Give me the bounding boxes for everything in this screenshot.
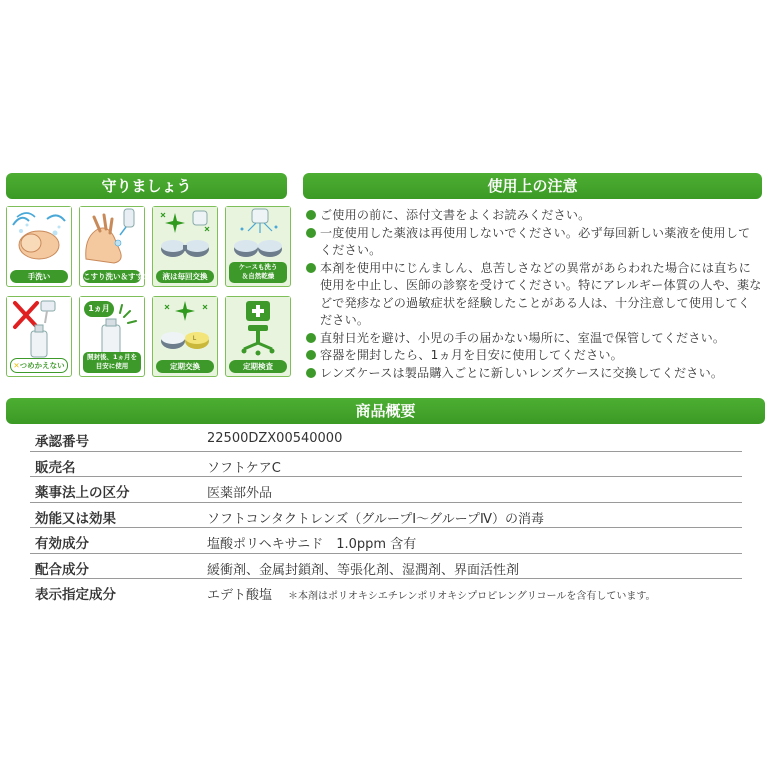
precautions-list (306, 207, 762, 382)
row-value: 緩衝剤、金属封鎖剤、等張化剤、湿潤剤、界面活性剤 (207, 562, 520, 578)
tile-periodic-replace (152, 296, 218, 377)
wash-case-icon (226, 207, 290, 269)
tile-label: 定期検査 (229, 360, 287, 373)
one-month-badge: 1ヵ月 (84, 301, 114, 317)
row-value (207, 584, 656, 603)
table-row (30, 452, 742, 478)
tile-label: ケースも洗う ＆自然乾燥 (229, 262, 287, 283)
bullet-icon (306, 263, 316, 273)
rub-rinse-icon (80, 207, 144, 269)
table-row (30, 528, 742, 554)
tile-periodic-checkup (225, 296, 291, 377)
medical-chair-icon (226, 297, 290, 359)
tile-no-refill (6, 296, 72, 377)
replace-case-icon (153, 297, 217, 359)
bullet-icon (306, 228, 316, 238)
tile-replace-solution (152, 206, 218, 287)
row-value: 22500DZX00540000 (207, 431, 343, 446)
list-item: ご使用の前に、添付文書をよくお読みください。 (306, 207, 762, 225)
bullet-icon (306, 333, 316, 343)
section-header-mamori: 守りましょう (6, 173, 287, 199)
row-key: 販売名 (35, 459, 76, 476)
bullet-icon (306, 368, 316, 378)
rules-tiles-grid (6, 206, 289, 378)
section-header-gaiyo: 商品概要 (6, 398, 765, 424)
tile-wash-case (225, 206, 291, 287)
row-value: 医薬部外品 (207, 486, 273, 501)
hand-wash-icon (7, 207, 71, 269)
tile-hand-wash (6, 206, 72, 287)
tile-label: 開封後、1ヵ月を 目安に使用 (83, 352, 141, 373)
row-key: 表示指定成分 (35, 587, 116, 603)
row-value: ソフトコンタクトレンズ（グループⅠ〜グループⅣ）の消毒 (207, 511, 544, 527)
tile-label: ✕つめかえない (10, 358, 68, 373)
list-item: 直射日光を避け、小児の手の届かない場所に、室温で保管してください。 (306, 330, 762, 348)
tile-label: 手洗い (10, 270, 68, 283)
row-key: 承認番号 (35, 434, 89, 450)
row-key: 配合成分 (35, 561, 89, 578)
svg-text:L: L (193, 336, 197, 342)
yellow-x-icon: ✕ (13, 361, 20, 370)
tile-rub-rinse (79, 206, 151, 287)
table-row (30, 503, 742, 529)
list-item: レンズケースは製品購入ごとに新しいレンズケースに交換してください。 (306, 365, 762, 383)
product-info-table (30, 426, 742, 604)
row-value-text: エデト酸塩 (207, 588, 273, 603)
no-refill-icon (7, 297, 71, 359)
lens-case-solution-icon (153, 207, 217, 269)
list-item: 本剤を使用中にじんましん、息苦しさなどの異常があらわれた場合には直ちに使用を中止し、医師の診察を受けてください。特にアレルギー体質の人や、薬などで発疹などの過敏症状を経験したことがある人は、十分注意して使用してください。 (306, 260, 762, 330)
list-item: 一度使用した薬液は再使用しないでください。必ず毎回新しい薬液を使用してください。 (306, 225, 762, 260)
row-value: ソフトケアC (207, 460, 281, 476)
list-item: 容器を開封したら、1ヵ月を目安に使用してください。 (306, 347, 762, 365)
bullet-icon (306, 350, 316, 360)
tile-label: こすり洗い＆すすぎ (83, 272, 151, 281)
row-key: 効能又は効果 (35, 510, 116, 527)
tile-label: 液は毎回交換 (156, 270, 214, 283)
row-key: 有効成分 (35, 536, 89, 552)
row-key: 薬事法上の区分 (35, 485, 130, 501)
bullet-icon (306, 210, 316, 220)
row-value: 塩酸ポリヘキサニド 1.0ppm 含有 (207, 537, 417, 552)
tile-label: 定期交換 (156, 360, 214, 373)
table-row (30, 579, 742, 604)
table-row (30, 554, 742, 580)
table-row (30, 426, 742, 452)
table-row (30, 477, 742, 503)
tile-one-month (79, 296, 145, 377)
row-note: ＊本剤はポリオキシエチレンポリオキシプロピレングリコールを含有しています。 (288, 591, 656, 602)
section-header-chui: 使用上の注意 (303, 173, 762, 199)
